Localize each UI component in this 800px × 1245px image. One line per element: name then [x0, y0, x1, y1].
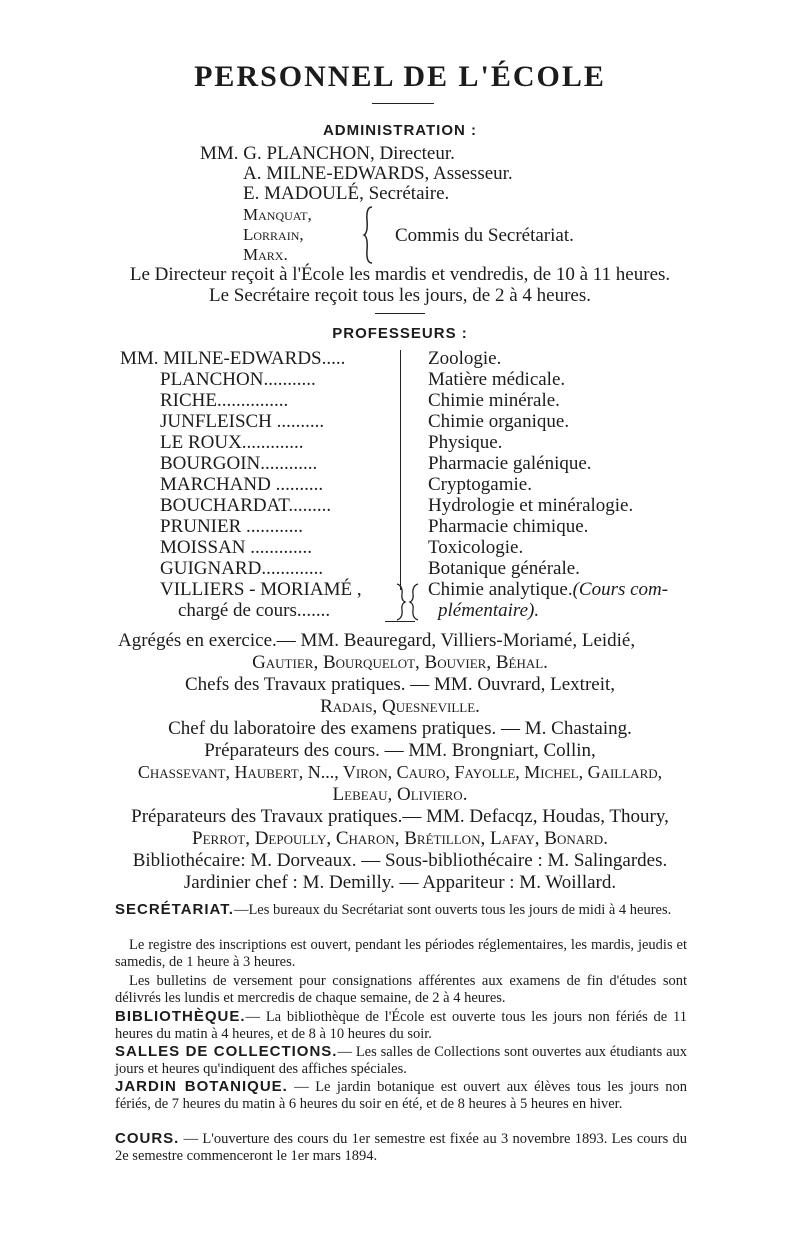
notice-bibliotheque	[115, 1008, 687, 1043]
prof-subject: Physique.	[428, 432, 503, 453]
notice-cours-text: — L'ouverture des cours du 1er semestre est fixée au 3 novembre 1893. Les cours du 2e semestre commenceront le 1er mars 1894.	[115, 1131, 687, 1164]
notice-salles	[115, 1043, 687, 1078]
prof-name: VILLIERS - MORIAMÉ ,	[160, 579, 362, 600]
notice-jardin-text: — Le jardin botanique est ouvert aux élèves tous les jours non fériés, de 7 heures du matin à 6 heures du soir en été, et de 8 heures à 5 heures en hiver.	[115, 1079, 688, 1112]
prof-subject: Zoologie.	[428, 348, 502, 369]
prep-cours-line-1: Préparateurs des cours. — MM. Brongniart, Collin,	[204, 740, 596, 761]
cours-note-1: (Cours com-	[572, 579, 669, 600]
commis-name-3: Marx.	[243, 245, 288, 264]
prof-subject: Pharmacie chimique.	[428, 516, 589, 537]
agreges-line-1	[118, 630, 635, 652]
notice-inscriptions	[115, 937, 687, 971]
notice-bulletins	[115, 973, 687, 1007]
agreges-text-1: Agrégés en exercice.— MM. Beauregard, Villiers-Moriamé, Leidié,	[118, 630, 636, 651]
notice-biblio-label: BIBLIOTHÈQUE.	[115, 1008, 246, 1025]
prof-subject: Matière médicale.	[428, 369, 566, 390]
title-rule	[372, 103, 434, 104]
prof-name: MM. MILNE-EDWARDS.....	[120, 348, 346, 369]
page-title: PERSONNEL DE L'ÉCOLE	[194, 60, 606, 93]
commis-brace	[362, 205, 376, 265]
prof-subject: Toxicologie.	[428, 537, 524, 558]
chefs-line-1: Chefs des Travaux pratiques. — MM. Ouvrard, Lextreit,	[184, 674, 616, 695]
secretaire-hours: Le Secrétaire reçoit tous les jours, de 2 à 4 heures.	[209, 285, 591, 306]
prof-subject	[428, 579, 668, 601]
prof-subject: Chimie minérale.	[428, 390, 560, 411]
prof-name: MARCHAND ..........	[160, 474, 324, 495]
prof-subject: Botanique générale.	[428, 558, 580, 579]
commis-name-2: Lorrain,	[243, 225, 304, 244]
prof-name: PRUNIER ............	[160, 516, 304, 537]
jardinier-line: Jardinier chef : M. Demilly. — Appariteur : M. Woillard.	[183, 872, 617, 893]
prof-name: GUIGNARD.............	[160, 558, 324, 579]
admin-line-directeur: MM. G. PLANCHON, Directeur.	[200, 143, 455, 164]
prof-subject-text: Chimie analytique.	[428, 579, 573, 600]
notice-bulletins-text: Les bulletins de versement pour consignations afférentes aux examens de fin d'études sont délivrés les lundis et mercredis de chaque semaine, de 2 à 4 heures.	[115, 973, 687, 1006]
notice-secretariat-text: —Les bureaux du Secrétariat sont ouverts tous les jours de midi à 4 heures.	[233, 902, 672, 918]
notice-jardin	[115, 1078, 687, 1113]
prep-tp-line-2: Perrot, Depoully, Charon, Brétillon, Lafay, Bonard.	[192, 828, 608, 849]
admin-line-secretaire: E. MADOULÉ, Secrétaire.	[243, 183, 450, 204]
notice-salles-label: SALLES DE COLLECTIONS.	[115, 1043, 338, 1060]
prof-name: MOISSAN .............	[160, 537, 313, 558]
admin-line-assesseur: A. MILNE-EDWARDS, Assesseur.	[243, 163, 513, 184]
professeurs-heading: PROFESSEURS :	[332, 325, 468, 342]
chefs-line-2: Radais, Quesneville.	[320, 696, 480, 717]
agreges-line-2: Gautier, Bourquelot, Bouvier, Béhal.	[252, 652, 548, 673]
commis-role: Commis du Secrétariat.	[395, 225, 574, 246]
prof-subject: Cryptogamie.	[428, 474, 532, 495]
prof-name: PLANCHON...........	[160, 369, 316, 390]
prep-cours-line-2: Chassevant, Haubert, N..., Viron, Cauro, Fayolle, Michel, Gaillard,	[137, 762, 663, 782]
admin-rule	[375, 313, 425, 314]
prof-subject: Pharmacie galénique.	[428, 453, 592, 474]
notice-salles-text: — Les salles de Collections sont ouvertes aux étudiants aux jours et heures qu'indiquent des affiches spéciales.	[115, 1044, 688, 1077]
biblio-line: Bibliothécaire: M. Dorveaux. — Sous-bibliothécaire : M. Salingardes.	[132, 850, 668, 871]
professeurs-divider	[400, 350, 401, 590]
villiers-brace-right	[408, 582, 420, 622]
notice-cours-label: COURS.	[115, 1130, 180, 1147]
directeur-hours: Le Directeur reçoit à l'École les mardis et vendredis, de 10 à 11 heures.	[129, 264, 671, 285]
prof-rule	[385, 621, 415, 622]
notice-secretariat-label: SECRÉTARIAT.	[115, 901, 234, 918]
prof-name: chargé de cours.......	[178, 600, 331, 621]
prof-name: JUNFLEISCH ..........	[160, 411, 325, 432]
notice-cours	[115, 1130, 687, 1165]
villiers-brace-left	[395, 582, 407, 622]
chef-labo-line: Chef du laboratoire des examens pratiques. — M. Chastaing.	[168, 718, 632, 739]
cours-note-2: plémentaire).	[438, 600, 540, 621]
prof-name: BOUCHARDAT.........	[160, 495, 332, 516]
notice-inscriptions-text: Le registre des inscriptions est ouvert, pendant les périodes réglementaires, les mardis, jeudis et samedis, de 1 heure à 3 heures.	[115, 937, 687, 970]
prof-name: BOURGOIN............	[160, 453, 318, 474]
notice-secretariat	[115, 901, 687, 919]
prof-name: RICHE...............	[160, 390, 289, 411]
prof-subject: Chimie organique.	[428, 411, 570, 432]
notice-biblio-text: — La bibliothèque de l'École est ouverte tous les jours non fériés de 11 heures du matin à 4 heures, et de 8 à 10 heures du soir.	[115, 1009, 687, 1042]
prep-tp-line-1: Préparateurs des Travaux pratiques.— MM. Defacqz, Houdas, Thoury,	[131, 806, 669, 827]
prof-subject: Hydrologie et minéralogie.	[428, 495, 634, 516]
prof-name: LE ROUX.............	[160, 432, 304, 453]
prep-cours-line-3: Lebeau, Oliviero.	[332, 784, 468, 805]
commis-name-1: Manquat,	[243, 205, 312, 224]
administration-heading: ADMINISTRATION :	[322, 122, 478, 139]
notice-jardin-label: JARDIN BOTANIQUE.	[115, 1078, 288, 1095]
